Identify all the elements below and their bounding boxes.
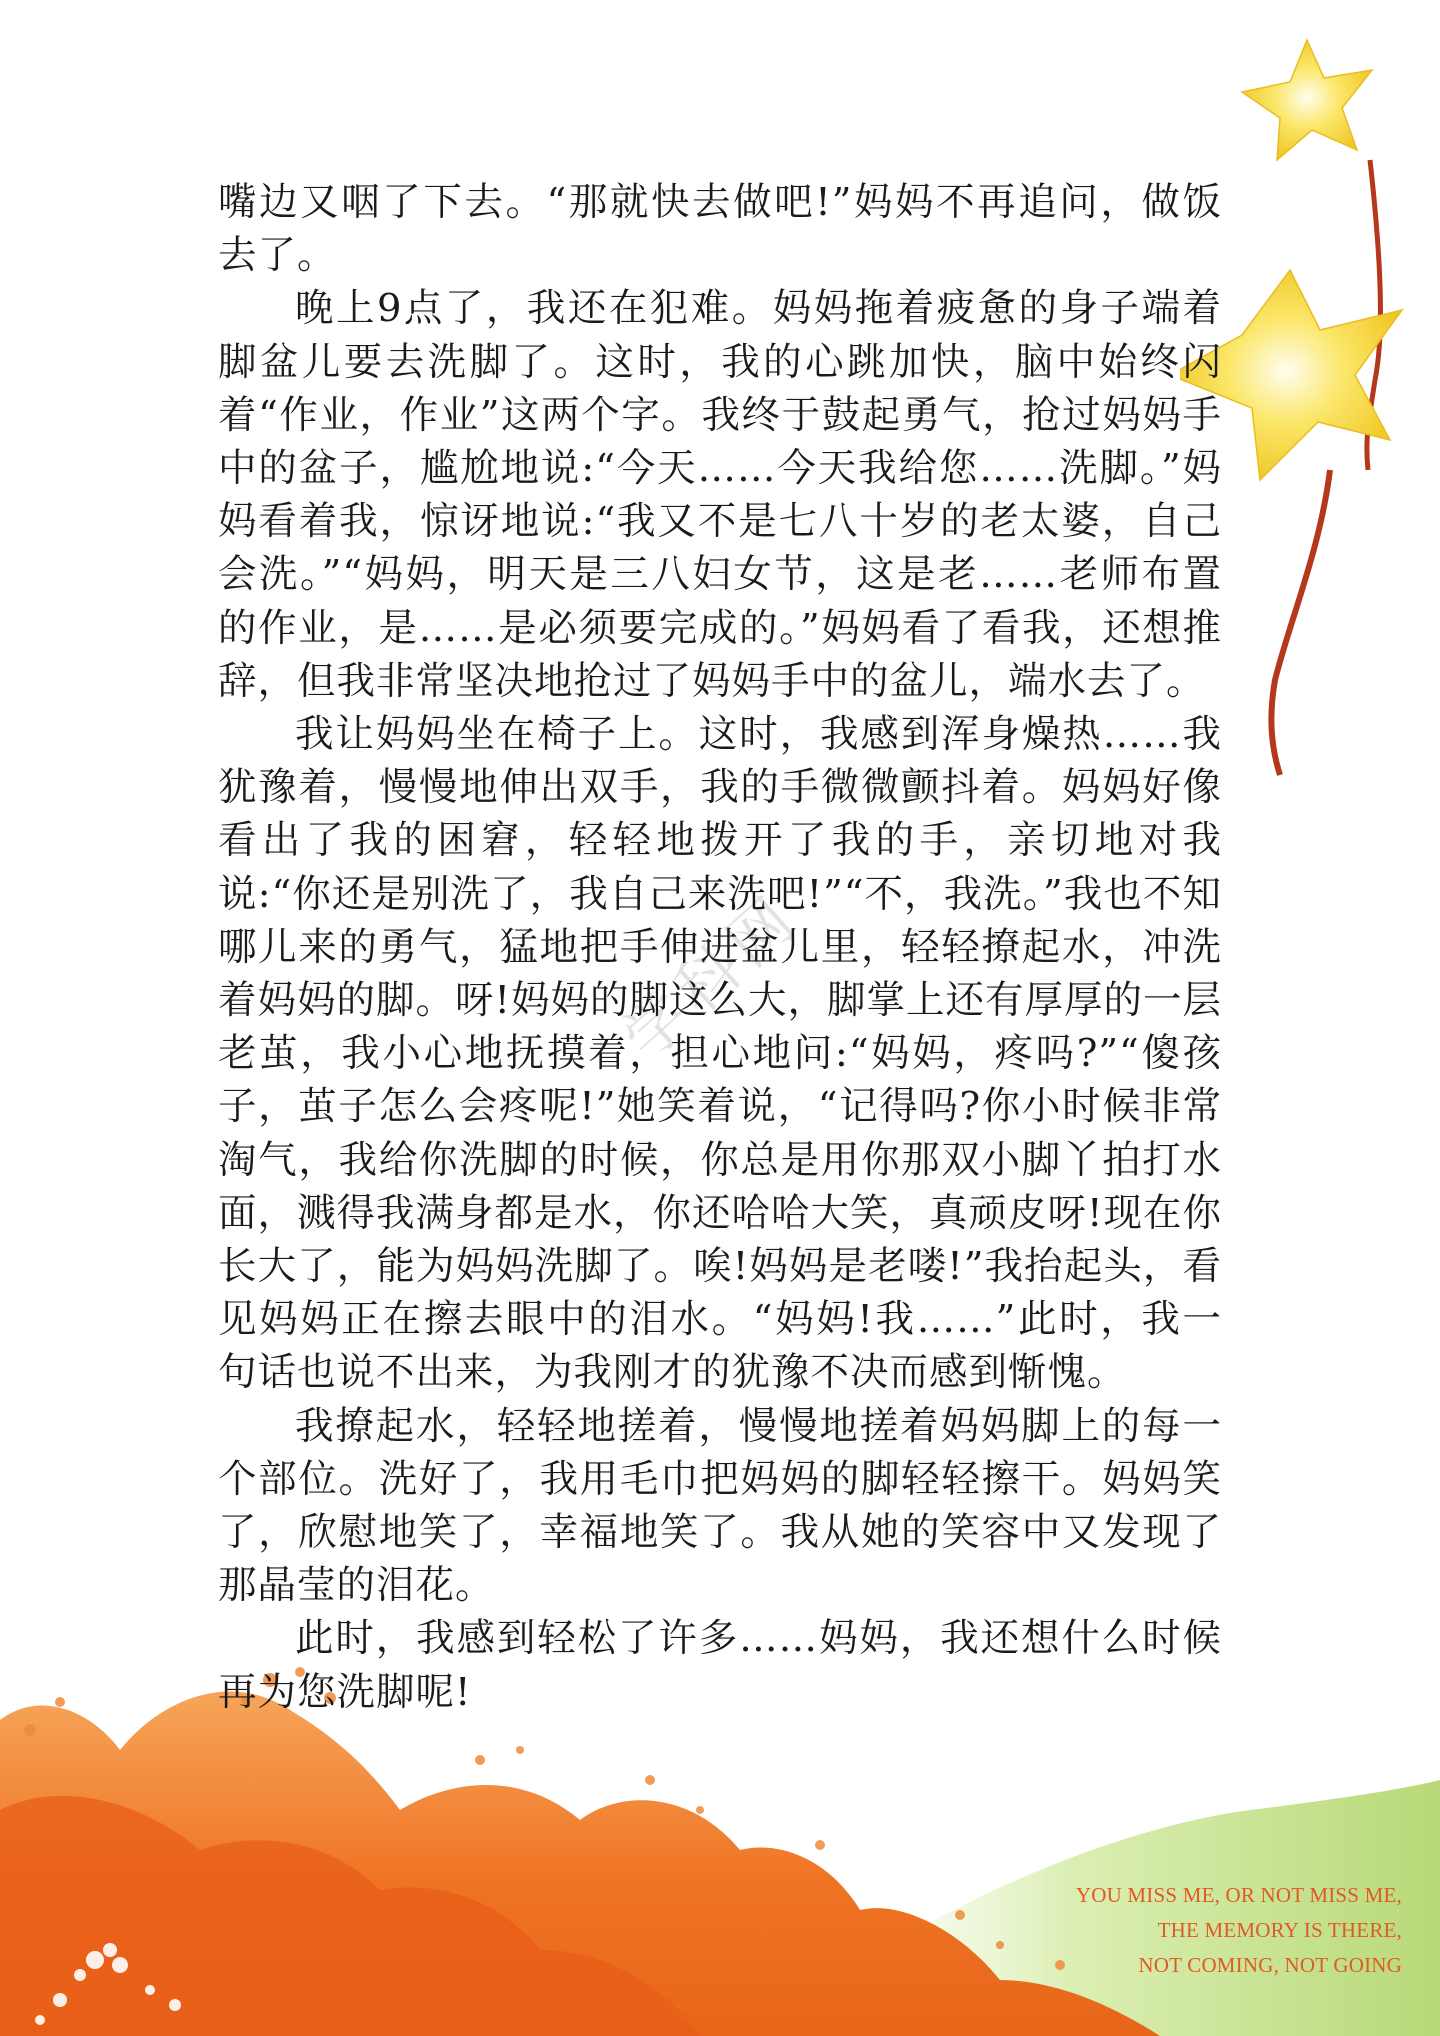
slogan-line-2: THE MEMORY IS THERE, [1157,1918,1402,1942]
article-body [218,176,1222,1719]
article-paragraph-5: 此时，我感到轻松了许多……妈妈，我还想什么时候再为您洗脚呢! [218,1616,1222,1715]
slogan [942,1878,1402,1983]
watermark: 学科网 [608,879,814,1074]
small-star-shape [1242,40,1372,160]
article-paragraph-1: 嘴边又咽了下去。“那就快去做吧!”妈妈不再追问，做饭去了。 [218,180,1222,279]
article-paragraph-2: 晚上9点了，我还在犯难。妈妈拖着疲惫的身子端着脚盆儿要去洗脚了。这时，我的心跳加快，脑中始终闪着“作业，作业”这两个字。我终于鼓起勇气，抢过妈妈手中的盆子，尴尬地说:“今天……今天我给您……洗脚。”妈妈看着我，惊讶地说:“我又不是七八十岁的老太婆，自己会洗。”“妈妈，明天是三八妇女节，这是老……老师布置的作业，是……是必须要完成的。”妈妈看了看我，还想推辞，但我非常坚决地抢过了妈妈手中的盆儿，端水去了。 [218,286,1222,704]
article-paragraph-3: 我让妈妈坐在椅子上。这时，我感到浑身燥热……我犹豫着，慢慢地伸出双手，我的手微微颤抖着。妈妈好像看出了我的困窘，轻轻地拨开了我的手，亲切地对我说:“你还是别洗了，我自己来洗吧!”“不，我洗。”我也不知哪儿来的勇气，猛地把手伸进盆儿里，轻轻撩起水，冲洗着妈妈的脚。呀!妈妈的脚这么大，脚掌上还有厚厚的一层老茧，我小心地抚摸着，担心地问:“妈妈，疼吗?”“傻孩子，茧子怎么会疼呢!”她笑着说，“记得吗?你小时候非常淘气，我给你洗脚的时候，你总是用你那双小脚丫拍打水面，溅得我满身都是水，你还哈哈大笑，真顽皮呀!现在你长大了，能为妈妈洗脚了。唉!妈妈是老喽!”我抬起头，看见妈妈正在擦去眼中的泪水。“妈妈!我……”此时，我一句话也说不出来，为我刚才的犹豫不决而感到惭愧。 [218,712,1222,1396]
slogan-line-3: NOT COMING, NOT GOING [1138,1953,1402,1977]
slogan-line-1: YOU MISS ME, OR NOT MISS ME, [1075,1883,1402,1907]
article-paragraph-4: 我撩起水，轻轻地搓着，慢慢地搓着妈妈脚上的每一个部位。洗好了，我用毛巾把妈妈的脚轻轻擦干。妈妈笑了，欣慰地笑了，幸福地笑了。我从她的笑容中又发现了那晶莹的泪花。 [218,1403,1222,1609]
